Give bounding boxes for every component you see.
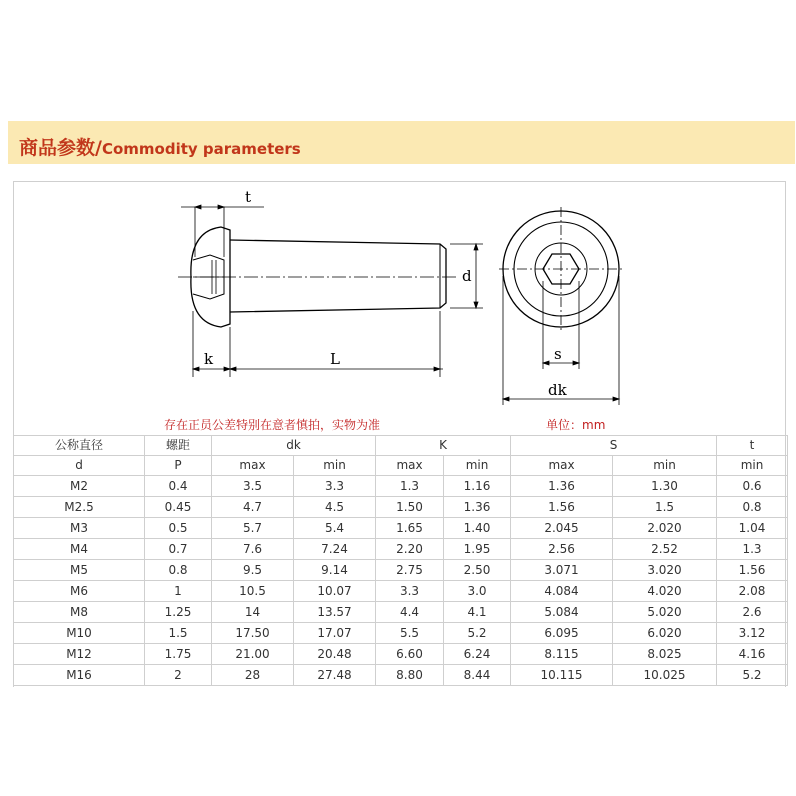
cell-s-min: 1.30 xyxy=(613,476,717,497)
cell-dk-min: 5.4 xyxy=(294,518,376,539)
cell-p: 0.8 xyxy=(145,560,212,581)
cell-dk-max: 9.5 xyxy=(212,560,294,581)
cell-d: M4 xyxy=(14,539,145,560)
table-row xyxy=(14,476,788,497)
cell-dk-max: 4.7 xyxy=(212,497,294,518)
table-row xyxy=(14,623,788,644)
cell-k-max: 8.80 xyxy=(376,665,444,686)
header-s-max: max xyxy=(511,456,613,476)
cell-k-min: 8.44 xyxy=(444,665,511,686)
cell-s-max: 1.36 xyxy=(511,476,613,497)
cell-k-min: 4.1 xyxy=(444,602,511,623)
cell-t-min: 1.56 xyxy=(717,560,788,581)
header-k-min: min xyxy=(444,456,511,476)
table-row xyxy=(14,665,788,686)
cell-dk-min: 4.5 xyxy=(294,497,376,518)
header-dk-max: max xyxy=(212,456,294,476)
unit-note: 单位：mm xyxy=(546,418,606,432)
cell-k-min: 1.16 xyxy=(444,476,511,497)
cell-k-max: 1.50 xyxy=(376,497,444,518)
header-pitch-zh: 螺距 xyxy=(145,436,212,456)
cell-d: M2 xyxy=(14,476,145,497)
header-dk-min: min xyxy=(294,456,376,476)
cell-s-max: 6.095 xyxy=(511,623,613,644)
cell-s-max: 10.115 xyxy=(511,665,613,686)
cell-p: 1.5 xyxy=(145,623,212,644)
cell-p: 0.5 xyxy=(145,518,212,539)
cell-s-max: 1.56 xyxy=(511,497,613,518)
cell-k-min: 1.40 xyxy=(444,518,511,539)
cell-p: 1 xyxy=(145,581,212,602)
label-s: s xyxy=(554,345,562,363)
cell-s-max: 2.56 xyxy=(511,539,613,560)
cell-t-min: 5.2 xyxy=(717,665,788,686)
cell-s-min: 2.020 xyxy=(613,518,717,539)
table-row xyxy=(14,497,788,518)
cell-dk-min: 7.24 xyxy=(294,539,376,560)
cell-d: M12 xyxy=(14,644,145,665)
cell-k-max: 1.3 xyxy=(376,476,444,497)
cell-k-min: 5.2 xyxy=(444,623,511,644)
header-row-2 xyxy=(14,456,788,476)
cell-k-max: 6.60 xyxy=(376,644,444,665)
header-row-1 xyxy=(14,436,788,456)
cell-s-min: 6.020 xyxy=(613,623,717,644)
cell-t-min: 3.12 xyxy=(717,623,788,644)
table-row xyxy=(14,644,788,665)
banner-title xyxy=(19,133,301,160)
header-t: t xyxy=(717,436,788,456)
cell-d: M3 xyxy=(14,518,145,539)
cell-t-min: 0.8 xyxy=(717,497,788,518)
screw-technical-drawing xyxy=(13,181,786,413)
cell-d: M16 xyxy=(14,665,145,686)
cell-dk-max: 28 xyxy=(212,665,294,686)
cell-k-min: 1.95 xyxy=(444,539,511,560)
label-dk: dk xyxy=(548,381,567,399)
cell-p: 1.25 xyxy=(145,602,212,623)
cell-s-min: 2.52 xyxy=(613,539,717,560)
cell-t-min: 4.16 xyxy=(717,644,788,665)
header-nominal-zh: 公称直径 xyxy=(14,436,145,456)
header-pitch-sym: P xyxy=(145,456,212,476)
label-d: d xyxy=(462,267,472,285)
cell-d: M6 xyxy=(14,581,145,602)
cell-s-max: 2.045 xyxy=(511,518,613,539)
spec-table xyxy=(13,435,788,686)
cell-dk-min: 10.07 xyxy=(294,581,376,602)
table-row xyxy=(14,518,788,539)
header-s-min: min xyxy=(613,456,717,476)
header-t-min: min xyxy=(717,456,788,476)
cell-p: 2 xyxy=(145,665,212,686)
cell-p: 0.4 xyxy=(145,476,212,497)
cell-dk-max: 3.5 xyxy=(212,476,294,497)
cell-p: 0.45 xyxy=(145,497,212,518)
banner-title-zh: 商品参数/ xyxy=(19,137,102,159)
cell-dk-max: 17.50 xyxy=(212,623,294,644)
cell-t-min: 2.6 xyxy=(717,602,788,623)
cell-p: 1.75 xyxy=(145,644,212,665)
cell-d: M2.5 xyxy=(14,497,145,518)
cell-dk-min: 17.07 xyxy=(294,623,376,644)
table-row xyxy=(14,539,788,560)
cell-dk-min: 3.3 xyxy=(294,476,376,497)
cell-k-max: 3.3 xyxy=(376,581,444,602)
cell-dk-min: 9.14 xyxy=(294,560,376,581)
label-k: k xyxy=(204,350,214,368)
cell-dk-min: 27.48 xyxy=(294,665,376,686)
label-L: L xyxy=(330,350,340,368)
cell-p: 0.7 xyxy=(145,539,212,560)
cell-d: M10 xyxy=(14,623,145,644)
cell-dk-max: 21.00 xyxy=(212,644,294,665)
cell-s-min: 4.020 xyxy=(613,581,717,602)
cell-k-min: 3.0 xyxy=(444,581,511,602)
cell-d: M8 xyxy=(14,602,145,623)
cell-t-min: 2.08 xyxy=(717,581,788,602)
cell-dk-min: 20.48 xyxy=(294,644,376,665)
cell-dk-max: 5.7 xyxy=(212,518,294,539)
cell-d: M5 xyxy=(14,560,145,581)
cell-dk-max: 7.6 xyxy=(212,539,294,560)
cell-dk-min: 13.57 xyxy=(294,602,376,623)
cell-k-max: 5.5 xyxy=(376,623,444,644)
cell-s-max: 8.115 xyxy=(511,644,613,665)
cell-s-max: 4.084 xyxy=(511,581,613,602)
table-row xyxy=(14,560,788,581)
cell-s-max: 5.084 xyxy=(511,602,613,623)
cell-s-min: 8.025 xyxy=(613,644,717,665)
cell-s-max: 3.071 xyxy=(511,560,613,581)
label-t: t xyxy=(245,188,252,206)
cell-k-max: 4.4 xyxy=(376,602,444,623)
cell-t-min: 0.6 xyxy=(717,476,788,497)
header-k-max: max xyxy=(376,456,444,476)
header-s: S xyxy=(511,436,717,456)
tolerance-note: 存在正员公差特别在意者慎拍，实物为准 xyxy=(164,418,381,432)
cell-s-min: 10.025 xyxy=(613,665,717,686)
cell-k-min: 1.36 xyxy=(444,497,511,518)
table-row xyxy=(14,602,788,623)
header-nominal-sym: d xyxy=(14,456,145,476)
cell-t-min: 1.3 xyxy=(717,539,788,560)
cell-k-max: 2.75 xyxy=(376,560,444,581)
header-k: K xyxy=(376,436,511,456)
table-row xyxy=(14,581,788,602)
header-dk: dk xyxy=(212,436,376,456)
cell-k-max: 2.20 xyxy=(376,539,444,560)
cell-k-min: 2.50 xyxy=(444,560,511,581)
cell-k-max: 1.65 xyxy=(376,518,444,539)
cell-s-min: 1.5 xyxy=(613,497,717,518)
cell-s-min: 5.020 xyxy=(613,602,717,623)
cell-dk-max: 14 xyxy=(212,602,294,623)
cell-s-min: 3.020 xyxy=(613,560,717,581)
cell-k-min: 6.24 xyxy=(444,644,511,665)
cell-dk-max: 10.5 xyxy=(212,581,294,602)
banner-title-en: Commodity parameters xyxy=(101,140,301,158)
cell-t-min: 1.04 xyxy=(717,518,788,539)
screw-top-view xyxy=(499,207,623,331)
screw-shank-outline xyxy=(230,240,446,312)
